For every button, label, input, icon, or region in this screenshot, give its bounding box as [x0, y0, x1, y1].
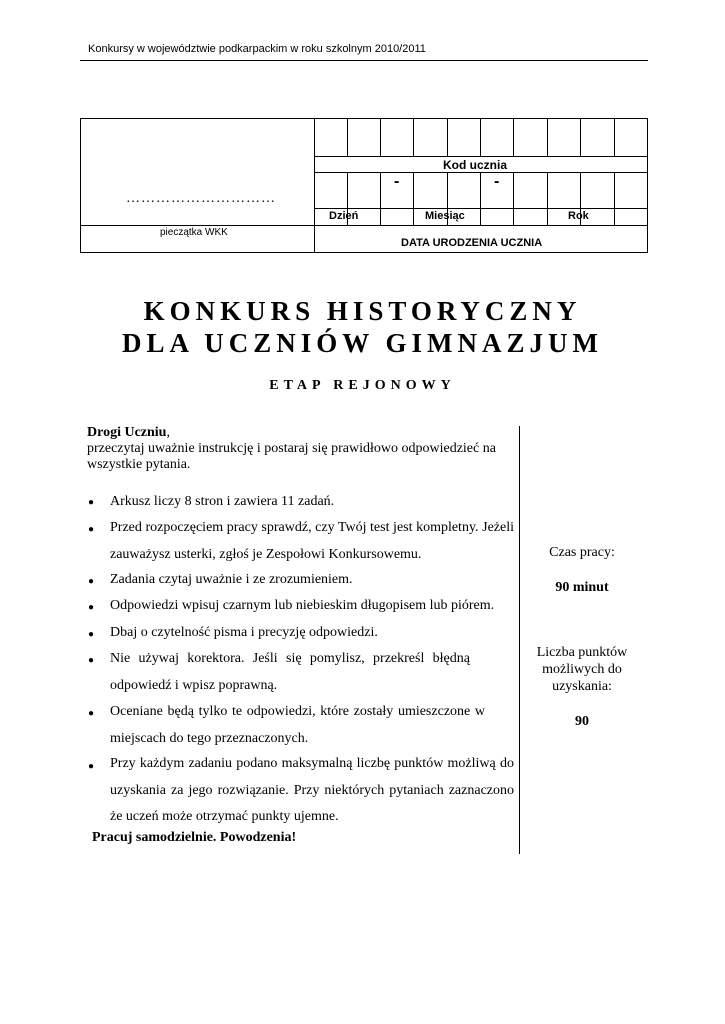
bullet-icon: ● — [88, 708, 95, 719]
bullet-icon: ● — [88, 497, 95, 508]
greeting: Drogi Uczniu — [87, 425, 167, 440]
rule-item: Przy każdym zadaniu podano maksymalną liczbę punktów możliwą do uzyskania za jego rozwiązanie. Przy niektórych pytaniach zaznaczono że uczeń może otrzymać punkty ujemne. — [110, 756, 514, 824]
date-separator: - — [394, 173, 400, 190]
month-label: Miesiąc — [425, 210, 465, 222]
time-value: 90 minut — [555, 580, 609, 595]
header-divider — [80, 60, 648, 61]
rule-item: Oceniane będą tylko te odpowiedzi, które zostały umieszczone w miejscach do tego przeznaczonych. — [110, 704, 485, 746]
title-line-1: KONKURS HISTORYCZNY — [143, 296, 582, 326]
rule-item: Zadania czytaj uważnie i ze zrozumieniem. — [110, 572, 353, 587]
bullet-icon: ● — [88, 576, 95, 587]
year-label: Rok — [568, 210, 589, 222]
bullet-icon: ● — [88, 524, 95, 535]
rule-item: Nie używaj korektora. Jeśli się pomylisz, przekreśl błędną odpowiedź i wpisz poprawną. — [110, 651, 470, 693]
rule-item: Odpowiedzi wpisuj czarnym lub niebieskim długopisem lub piórem. — [110, 598, 495, 613]
birthdate-label: DATA URODZENIA UCZNIA — [401, 237, 543, 249]
side-divider — [519, 426, 520, 854]
greeting-comma: , — [166, 425, 170, 440]
bullet-icon: ● — [88, 602, 95, 613]
intro-text: przeczytaj uważnie instrukcję i postaraj się prawidłowo odpowiedzieć na wszystkie pytania. — [87, 441, 496, 472]
bullet-icon: ● — [88, 761, 95, 772]
date-separator: - — [494, 173, 500, 190]
closing-text: Pracuj samodzielnie. Powodzenia! — [92, 830, 297, 845]
points-value: 90 — [575, 714, 589, 729]
rule-item: Arkusz liczy 8 stron i zawiera 11 zadań. — [110, 494, 335, 509]
stamp-dotted-line: ………………………… — [126, 191, 276, 206]
points-label: Liczba punktów możliwych do uzyskania: — [536, 645, 628, 694]
rule-item: Dbaj o czytelność pisma i precyzję odpowiedzi. — [110, 625, 378, 640]
student-code-label: Kod ucznia — [443, 158, 508, 172]
header-text: Konkursy w województwie podkarpackim w roku szkolnym 2010/2011 — [88, 43, 426, 55]
rule-item: Przed rozpoczęciem pracy sprawdź, czy Twój test jest kompletny. Jeżeli zauważysz usterki, zgłoś je Zespołowi Konkursowemu. — [110, 520, 514, 562]
stage-title: ETAP REJONOWY — [269, 378, 456, 393]
day-label: Dzień — [329, 210, 359, 222]
bullet-icon: ● — [88, 629, 95, 640]
title-line-2: DLA UCZNIÓW GIMNAZJUM — [121, 328, 604, 358]
instructions-intro — [87, 425, 515, 473]
stamp-label: pieczątka WKK — [160, 227, 228, 238]
time-label: Czas pracy: — [549, 545, 615, 560]
bullet-icon: ● — [88, 655, 95, 666]
